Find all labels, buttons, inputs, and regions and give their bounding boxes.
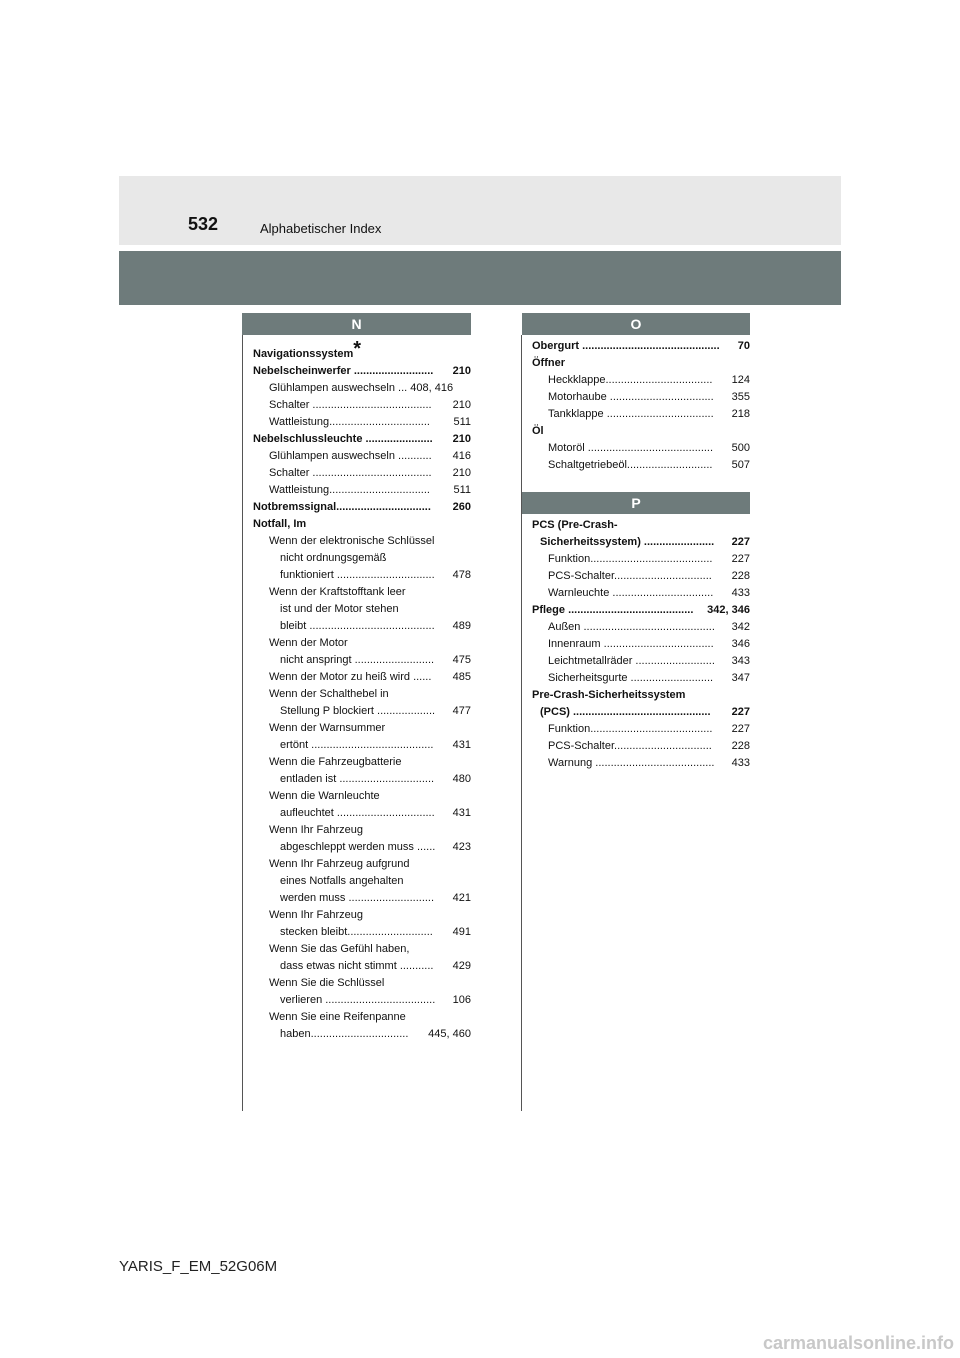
index-entry (253, 703, 471, 720)
index-entry (532, 755, 750, 772)
index-entry (253, 465, 471, 482)
index-term: Obergurt ............................................. (532, 340, 720, 352)
index-term: Schaltgetriebeöl............................ (548, 459, 713, 471)
index-term: Pflege ......................................... (532, 604, 694, 616)
index-entry (253, 958, 471, 975)
index-term: nicht ordnungsgemäß (280, 552, 387, 564)
index-term: Warnleuchte ................................. (548, 587, 714, 599)
page-ref[interactable]: 227 (730, 534, 750, 551)
page-ref[interactable]: 478 (451, 567, 471, 584)
index-entry (532, 602, 750, 619)
page-ref[interactable]: 227 (730, 721, 750, 738)
index-term: PCS-Schalter................................ (548, 570, 712, 582)
page-ref[interactable]: 210 (451, 431, 471, 448)
index-entry (253, 397, 471, 414)
index-term: Außen ........................................... (548, 621, 715, 633)
index-term: Wenn die Fahrzeugbatterie (269, 756, 402, 768)
page-number: 532 (188, 214, 219, 234)
index-term: Wenn der Kraftstofftank leer (269, 586, 406, 598)
index-term: Notbremssignal............................... (253, 501, 431, 513)
index-entry (253, 975, 471, 992)
index-term: Wenn der Warnsummer (269, 722, 386, 734)
index-entry (253, 720, 471, 737)
index-term: dass etwas nicht stimmt ........... (280, 960, 434, 972)
index-term: Leichtmetallräder .......................... (548, 655, 715, 667)
index-entry (532, 636, 750, 653)
page-ref[interactable]: 218 (730, 406, 750, 423)
index-term: Funktion........................................ (548, 723, 713, 735)
header-dark-band (119, 251, 841, 305)
index-entry (253, 1009, 471, 1026)
index-term: Wattleistung................................. (269, 484, 430, 496)
index-entry (253, 822, 471, 839)
index-entry (253, 805, 471, 822)
index-entry (532, 585, 750, 602)
page-ref[interactable]: 260 (451, 499, 471, 516)
index-column-n (253, 338, 471, 1043)
index-entry (253, 482, 471, 499)
index-term: Glühlampen auswechseln ........... (269, 450, 432, 462)
page-ref[interactable]: 511 (451, 482, 471, 499)
index-term: Heckklappe................................... (548, 374, 713, 386)
index-term: werden muss ............................ (280, 892, 435, 904)
index-term: stecken bleibt............................ (280, 926, 433, 938)
index-entry (253, 516, 471, 533)
index-entry (532, 687, 750, 704)
page-ref[interactable]: 511 (451, 414, 471, 431)
index-entry (532, 517, 750, 534)
index-term: Öl (532, 425, 544, 437)
page-ref[interactable]: 431 (451, 737, 471, 754)
page-ref[interactable]: 342 (730, 619, 750, 636)
page-ref[interactable]: 480 (451, 771, 471, 788)
index-entry (532, 372, 750, 389)
index-entry (253, 550, 471, 567)
index-entry (253, 533, 471, 550)
section-title: Alphabetischer Index (260, 221, 382, 236)
index-entry (532, 738, 750, 755)
index-term: Wenn der Schalthebel in (269, 688, 389, 700)
index-entry (532, 406, 750, 423)
index-term: eines Notfalls angehalten (280, 875, 404, 887)
page-ref[interactable]: 228 (730, 568, 750, 585)
page-ref[interactable]: 106 (451, 992, 471, 1009)
index-entry (532, 568, 750, 585)
page-ref[interactable]: 433 (730, 755, 750, 772)
page-ref[interactable]: 433 (730, 585, 750, 602)
page-ref[interactable]: 485 (451, 669, 471, 686)
index-entry (253, 499, 471, 516)
index-entry (253, 992, 471, 1009)
index-entry (253, 448, 471, 465)
index-term: Öffner (532, 357, 565, 369)
index-entry (253, 754, 471, 771)
index-term: Wenn der Motor zu heiß wird ...... (269, 671, 432, 683)
index-term: Pre-Crash-Sicherheitssystem (532, 689, 686, 701)
page-ref[interactable]: 124 (730, 372, 750, 389)
index-entry (532, 551, 750, 568)
index-term: Wenn der Motor (269, 637, 348, 649)
index-term: ertönt ........................................ (280, 739, 434, 751)
page-ref[interactable]: 445, 460 (426, 1026, 471, 1043)
index-term: entladen ist ............................... (280, 773, 435, 785)
index-term: PCS (Pre-Crash- (532, 519, 618, 531)
index-term: (PCS) ............................................. (540, 706, 711, 718)
page-ref[interactable]: 227 (730, 704, 750, 721)
index-entry (532, 338, 750, 355)
index-term: Stellung P blockiert ................... (280, 705, 436, 717)
index-entry (532, 389, 750, 406)
index-term: Schalter ....................................... (269, 399, 432, 411)
index-term: Wenn Sie eine Reifenpanne (269, 1011, 406, 1023)
index-entry (532, 423, 750, 440)
header-band (119, 176, 841, 245)
page-ref[interactable]: 421 (451, 890, 471, 907)
page-ref[interactable]: 491 (451, 924, 471, 941)
page-ref[interactable]: 210 (451, 397, 471, 414)
page-ref[interactable]: 343 (730, 653, 750, 670)
index-term: funktioniert ................................ (280, 569, 435, 581)
index-entry (253, 363, 471, 380)
index-term: Sicherheitssystem) ....................... (540, 536, 715, 548)
index-entry (253, 584, 471, 601)
column-divider-left (242, 335, 243, 1111)
footnote-asterisk: * (353, 338, 362, 360)
index-term: Nebelschlussleuchte ...................... (253, 433, 433, 445)
index-entry (253, 686, 471, 703)
section-header-n: N (242, 313, 471, 335)
index-term: PCS-Schalter................................ (548, 740, 712, 752)
document-code: YARIS_F_EM_52G06M (119, 1258, 278, 1275)
index-entry (253, 380, 471, 397)
index-entry (253, 856, 471, 873)
page-ref[interactable]: 342, 346 (705, 602, 750, 619)
watermark: carmanualsonline.info (762, 1333, 954, 1353)
index-term: Sicherheitsgurte ........................... (548, 672, 714, 684)
section-header-p: P (522, 492, 750, 514)
index-column-o (532, 338, 750, 474)
index-entry (253, 788, 471, 805)
index-entry (253, 652, 471, 669)
index-term: Navigationssystem (253, 348, 354, 360)
page-ref[interactable]: 500 (730, 440, 750, 457)
index-entry (532, 457, 750, 474)
index-term: Notfall, Im (253, 518, 307, 530)
index-term: haben................................ (280, 1028, 409, 1040)
index-entry (253, 941, 471, 958)
index-term: aufleuchtet ................................ (280, 807, 435, 819)
page-ref[interactable]: 227 (730, 551, 750, 568)
index-term: Motoröl ......................................... (548, 442, 714, 454)
index-term: Wenn die Warnleuchte (269, 790, 380, 802)
index-term: ist und der Motor stehen (280, 603, 399, 615)
index-column-p (532, 517, 750, 772)
index-entry (253, 839, 471, 856)
index-term: bleibt ......................................... (280, 620, 435, 632)
index-entry (253, 737, 471, 754)
section-header-o: O (522, 313, 750, 335)
index-entry (532, 653, 750, 670)
index-entry (253, 1026, 471, 1043)
index-entry (532, 355, 750, 372)
index-term: Innenraum .................................... (548, 638, 714, 650)
index-term: Wenn der elektronische Schlüssel (269, 535, 435, 547)
index-entry (532, 619, 750, 636)
page-ref[interactable]: 210 (451, 363, 471, 380)
index-term: Warnung ....................................... (548, 757, 715, 769)
index-entry (253, 338, 471, 363)
index-term: nicht anspringt .......................... (280, 654, 435, 666)
index-term: Wenn Sie die Schlüssel (269, 977, 385, 989)
page-ref[interactable]: 355 (730, 389, 750, 406)
index-entry (253, 414, 471, 431)
index-term: Wenn Ihr Fahrzeug (269, 824, 363, 836)
index-term: Wattleistung................................. (269, 416, 430, 428)
index-entry (253, 924, 471, 941)
index-term: Wenn Ihr Fahrzeug aufgrund (269, 858, 410, 870)
index-term: Motorhaube .................................. (548, 391, 714, 403)
index-entry (532, 670, 750, 687)
index-entry (532, 534, 750, 551)
page-ref[interactable]: 70 (736, 338, 750, 355)
index-entry (532, 704, 750, 721)
page-ref[interactable]: 431 (451, 805, 471, 822)
column-divider-right (521, 335, 522, 1111)
page-ref[interactable]: 228 (730, 738, 750, 755)
index-entry (532, 721, 750, 738)
index-term: Wenn Sie das Gefühl haben, (269, 943, 410, 955)
page-ref[interactable]: 489 (451, 618, 471, 635)
index-entry (253, 618, 471, 635)
index-term: Funktion........................................ (548, 553, 713, 565)
page-ref[interactable]: 210 (451, 465, 471, 482)
page-ref[interactable]: 475 (451, 652, 471, 669)
index-term: Glühlampen auswechseln ... 408, 416 (269, 382, 454, 394)
index-entry (253, 873, 471, 890)
index-entry (253, 890, 471, 907)
index-entry (253, 635, 471, 652)
index-entry (253, 601, 471, 618)
index-term: abgeschleppt werden muss ...... (280, 841, 436, 853)
page-ref[interactable]: 416 (451, 448, 471, 465)
page-ref[interactable]: 347 (730, 670, 750, 687)
index-entry (253, 567, 471, 584)
page-ref[interactable]: 346 (730, 636, 750, 653)
index-entry (532, 440, 750, 457)
page-ref[interactable]: 423 (451, 839, 471, 856)
index-entry (253, 669, 471, 686)
index-term: Schalter ....................................... (269, 467, 432, 479)
index-term: Wenn Ihr Fahrzeug (269, 909, 363, 921)
index-term: Nebelscheinwerfer .......................... (253, 365, 434, 377)
index-term: Tankklappe ................................... (548, 408, 714, 420)
index-entry (253, 771, 471, 788)
page-ref[interactable]: 429 (451, 958, 471, 975)
page-ref[interactable]: 507 (730, 457, 750, 474)
index-entry (253, 431, 471, 448)
page-ref[interactable]: 477 (451, 703, 471, 720)
index-term: verlieren .................................... (280, 994, 436, 1006)
index-entry (253, 907, 471, 924)
